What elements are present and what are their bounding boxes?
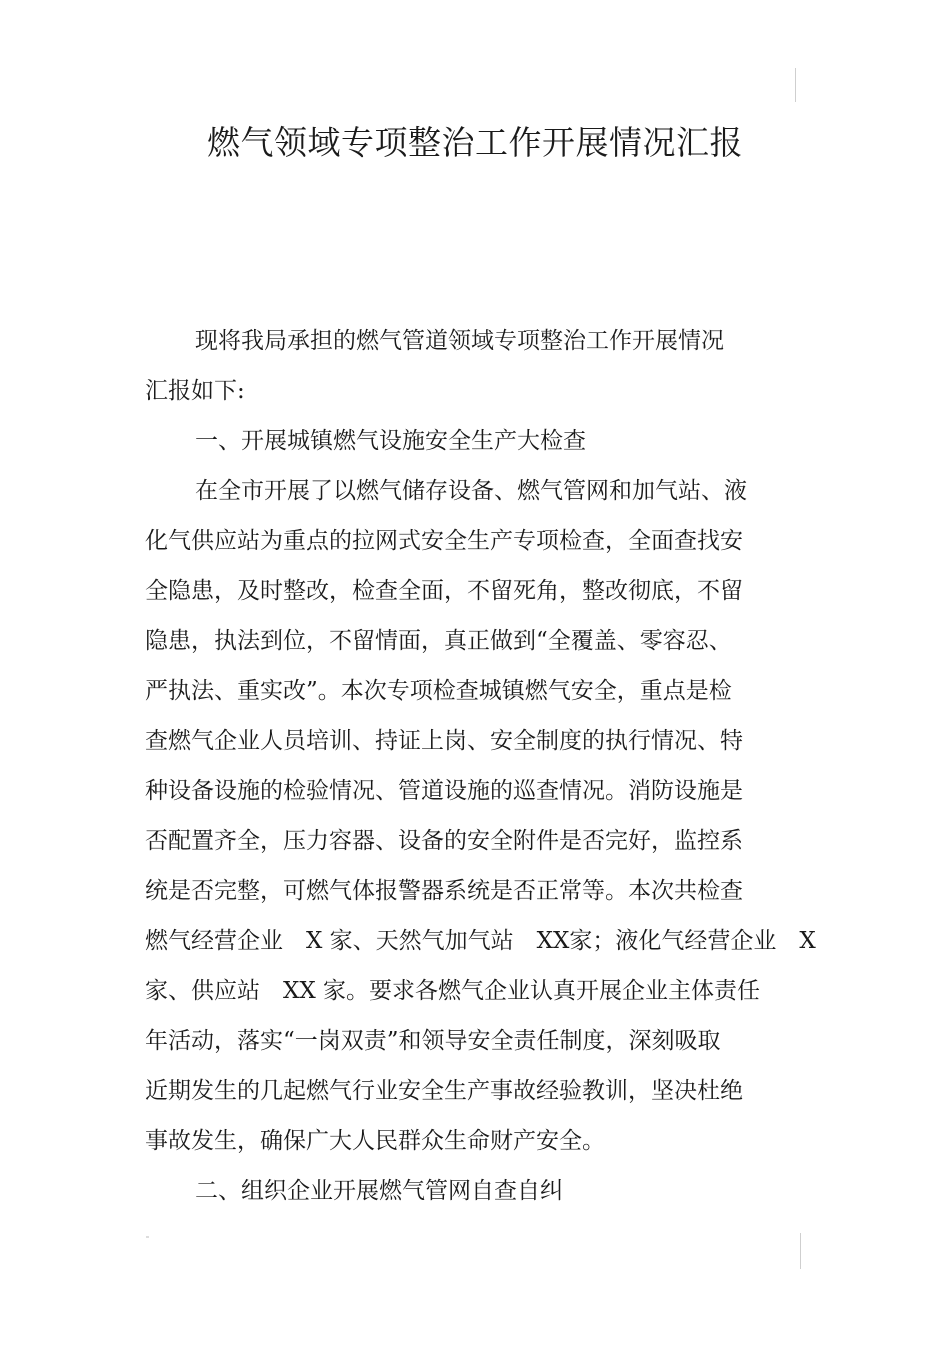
paragraph-line: 事故发生，确保广大人民群众生命财产安全。 bbox=[145, 1128, 605, 1154]
paragraph-line: 隐患，执法到位，不留情面，真正做到“全覆盖、零容忍、 bbox=[145, 628, 732, 654]
section-heading-2: 二、组织企业开展燃气管网自查自纠 bbox=[195, 1178, 563, 1204]
paragraph-line: 种设备设施的检验情况、管道设施的巡查情况。消防设施是 bbox=[145, 778, 743, 804]
margin-mark-top bbox=[795, 68, 796, 102]
paragraph-line: 在全市开展了以燃气储存设备、燃气管网和加气站、液 bbox=[195, 478, 747, 504]
paragraph-line: 否配置齐全，压力容器、设备的安全附件是否完好，监控系 bbox=[145, 828, 743, 854]
paragraph-line: 燃气经营企业 X 家、天然气加气站 XX家；液化气经营企业 X bbox=[145, 928, 816, 954]
paragraph-line: 近期发生的几起燃气行业安全生产事故经验教训，坚决杜绝 bbox=[145, 1078, 743, 1104]
paragraph-line: 严执法、重实改”。本次专项检查城镇燃气安全，重点是检 bbox=[145, 678, 732, 704]
margin-mark-bottom bbox=[800, 1233, 801, 1269]
section-heading-1: 一、开展城镇燃气设施安全生产大检查 bbox=[195, 428, 586, 454]
paragraph-line: 查燃气企业人员培训、持证上岗、安全制度的执行情况、特 bbox=[145, 728, 743, 754]
document-title: 燃气领域专项整治工作开展情况汇报 bbox=[207, 123, 743, 162]
paragraph-line: 汇报如下: bbox=[145, 378, 245, 404]
margin-dot bbox=[146, 1236, 149, 1238]
paragraph-line: 年活动，落实“一岗双责”和领导安全责任制度，深刻吸取 bbox=[145, 1028, 721, 1054]
paragraph-line: 家、供应站 XX 家。要求各燃气企业认真开展企业主体责任 bbox=[145, 978, 761, 1004]
paragraph-line: 化气供应站为重点的拉网式安全生产专项检查，全面查找安 bbox=[145, 528, 743, 554]
paragraph-line: 统是否完整，可燃气体报警器系统是否正常等。本次共检查 bbox=[145, 878, 743, 904]
paragraph-line-intro: 现将我局承担的燃气管道领域专项整治工作开展情况 bbox=[195, 328, 724, 354]
paragraph-line: 全隐患，及时整改，检查全面，不留死角，整改彻底，不留 bbox=[145, 578, 743, 604]
